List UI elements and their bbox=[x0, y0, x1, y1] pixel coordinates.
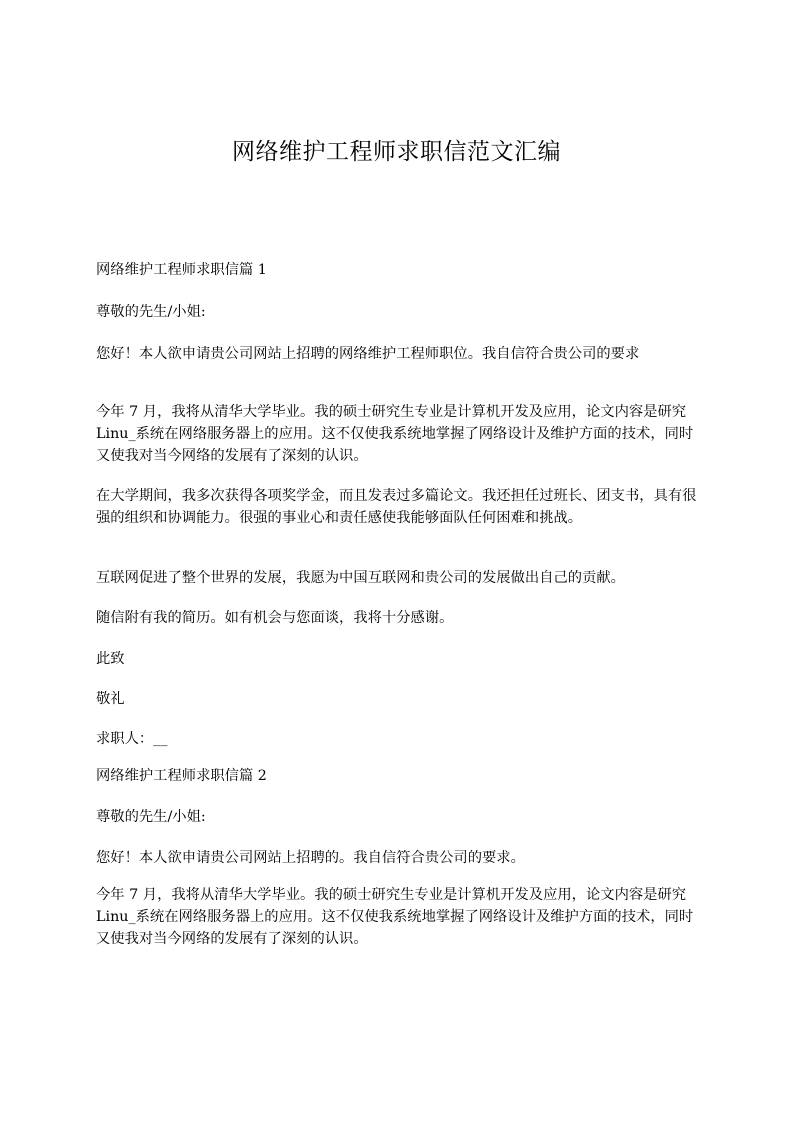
section-heading-1: 网络维护工程师求职信篇 1 bbox=[96, 262, 267, 278]
paragraph-resume-1: 随信附有我的简历。如有机会与您面谈，我将十分感谢。 bbox=[96, 610, 454, 626]
closing-cizhi-1: 此致 bbox=[96, 651, 125, 667]
closing-jingli-1: 敬礼 bbox=[96, 691, 125, 707]
paragraph-internet-1: 互联网促进了整个世界的发展，我愿为中国互联网和贵公司的发展做出自己的贡献。 bbox=[96, 570, 625, 586]
salutation-2: 尊敬的先生/小姐: bbox=[96, 809, 206, 825]
signature-line-1: 求职人：__ bbox=[96, 731, 168, 747]
paragraph-education-1: 今年 7 月，我将从清华大学毕业。我的硕士研究生专业是计算机开发及应用，论文内容是研究 Linu_系统在网络服务器上的应用。这不仅使我系统地掌握了网络设计及维护方面的技术，同时又使我对当今网络的发展有了深刻的认识。 bbox=[96, 404, 694, 464]
salutation-1: 尊敬的先生/小姐: bbox=[96, 304, 206, 320]
paragraph-education-2: 今年 7 月，我将从清华大学毕业。我的硕士研究生专业是计算机开发及应用，论文内容是研究 Linu_系统在网络服务器上的应用。这不仅使我系统地掌握了网络设计及维护方面的技术，同时又使我对当今网络的发展有了深刻的认识。 bbox=[96, 887, 694, 947]
document-title: 网络维护工程师求职信范文汇编 bbox=[232, 139, 561, 165]
paragraph-university-1: 在大学期间，我多次获得各项奖学金，而且发表过多篇论文。我还担任过班长、团支书，具有很强的组织和协调能力。很强的事业心和责任感使我能够面队任何困难和挑战。 bbox=[96, 488, 697, 526]
paragraph-intro-1: 您好！本人欲申请贵公司网站上招聘的网络维护工程师职位。我自信符合贵公司的要求 bbox=[96, 346, 640, 362]
paragraph-intro-2: 您好！本人欲申请贵公司网站上招聘的。我自信符合贵公司的要求。 bbox=[96, 850, 525, 866]
section-heading-2: 网络维护工程师求职信篇 2 bbox=[96, 768, 267, 784]
